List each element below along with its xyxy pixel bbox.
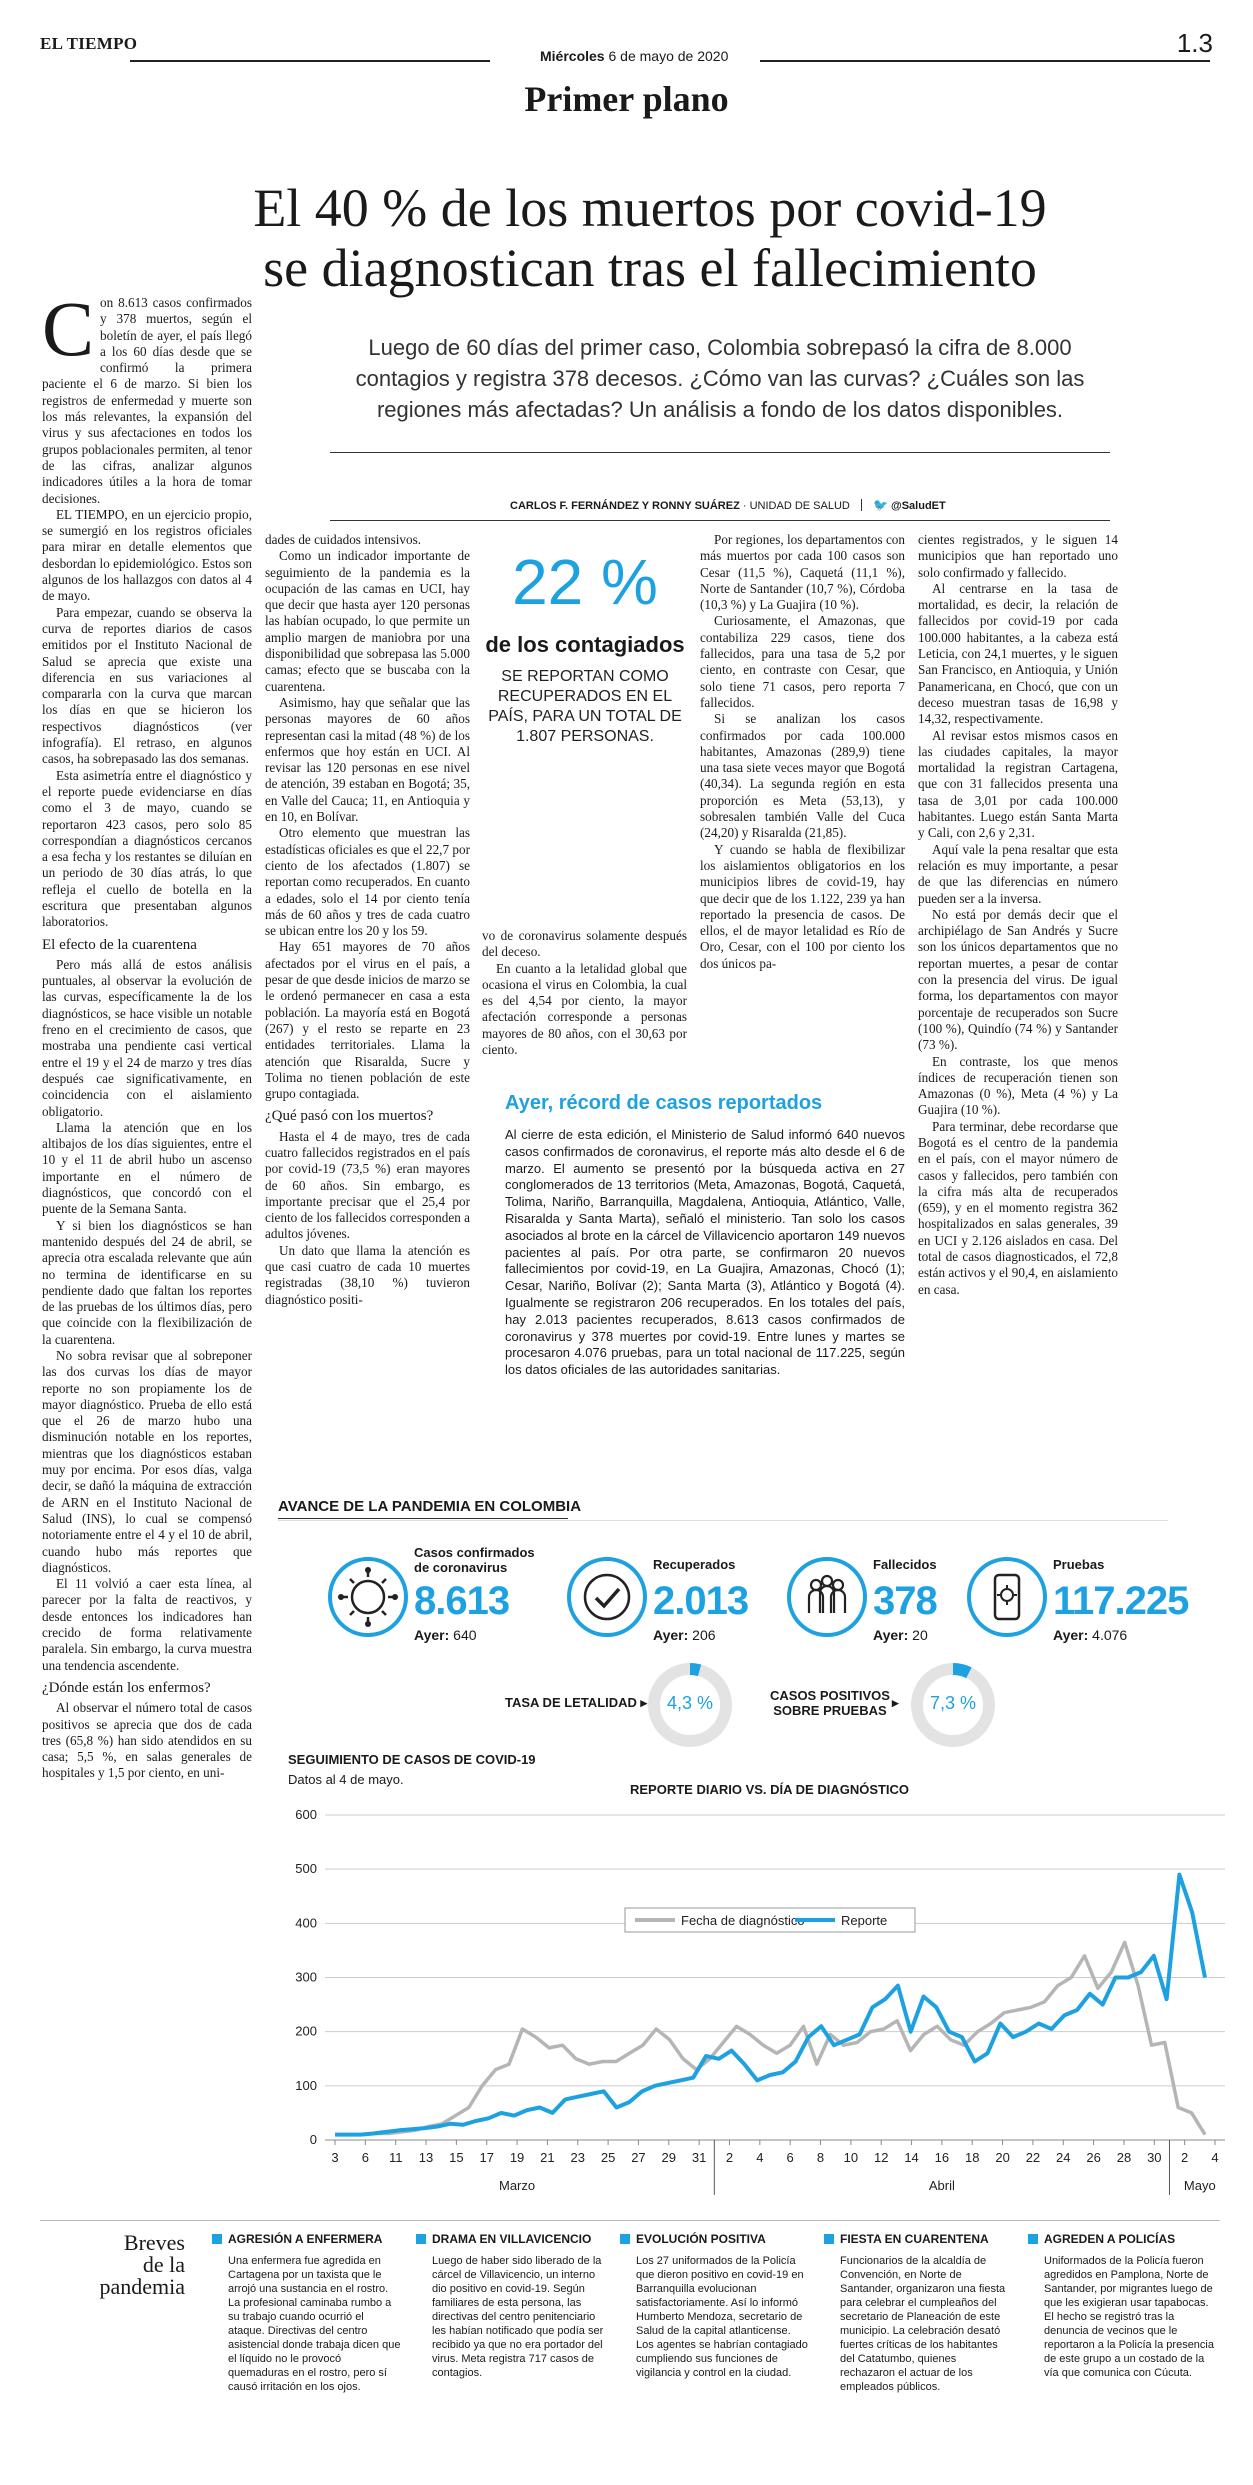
article-column-4: Por regiones, los departamentos con más muertos por cada 100 casos son Cesar (11,5 %), Caquetá (11,1 %), Norte de Santander (10,7 %), Córdoba (10,3 %) y La Guajira (10 %). Curiosamente, el Amazonas, que contabiliza 229 casos, tiene dos fallecidos, para una tasa de 5,2 por ciento, en contraste con Cesar, que solo tiene 71 casos, pero reporta 7 fallecidos. Si se analizan los casos confirmados por cada 100.000 habitantes, Amazonas (289,9) tiene una tasa siete veces mayor que Bogotá (40,34). La segunda región en esta proporción es Meta (53,13), y sobresalen también Valle del Cuca (24,20) y Risaralda (21,85). Y cuando se habla de flexibilizar los aislamientos obligatorios en los municipios libres de covid-19, hay que decir que de los 1.122, 239 ya han reportado la presencia de casos. De ellos, el de mayor letalidad es Río de Oro, Cesar, con el 100 por ciento los dos únicos pa-: [700, 532, 905, 971]
x-tick-label: 24: [1056, 2150, 1071, 2165]
brief-item: DRAMA EN VILLAVICENCIO Luego de haber sido liberado de la cárcel de Villavicencio, un interno dio positivo en covid-19. Según familiares de esta persona, las directivas del centro penitenciario les habían notificado que podía ser recibido ya que no era portador del virus. Meta registra 717 casos de contagios.: [416, 2232, 606, 2394]
y-tick-label: 600: [295, 1807, 317, 1822]
legend-label: Reporte: [841, 1913, 888, 1928]
chart-subtitle: Datos al 4 de mayo.: [288, 1772, 404, 1787]
x-tick-label: 13: [418, 2150, 434, 2165]
x-tick-label: 4: [1211, 2150, 1219, 2165]
x-tick-label: 26: [1086, 2150, 1101, 2165]
highlight-stat: [485, 545, 685, 747]
x-tick-label: 15: [449, 2150, 464, 2165]
indicator-cases-value: 8.613: [414, 1579, 510, 1623]
panel-title: AVANCE DE LA PANDEMIA EN COLOMBIA: [278, 1498, 582, 1515]
chart-title: REPORTE DIARIO VS. DÍA DE DIAGNÓSTICO: [630, 1782, 910, 1797]
indicator-recovered-value: 2.013: [653, 1579, 749, 1623]
article-column-5: cientes registrados, y le siguen 14 municipios que han reportado uno solo confirmado y fallecido. Al centrarse en la tasa de mortalidad, es decir, la relación de fallecidos por covid-19 por cada 100.000 habitantes, a la cabeza está Leticia, con 24,1 muertes, y le siguen San Francisco, en Antioquia, y Unión Panamericana, en Chocó, que con un deceso muestran tasas de 16,98 y 14,32, respectivamente. Al revisar estos mismos casos en las ciudades capitales, la mayor mortalidad la registran Cartagena, que con 31 fallecidos presenta una tasa de 3,01 por cada 100.000 habitantes. Luego están Santa Marta y Cali, con 2,6 y 2,31. Aquí vale la pena resaltar que esta relación es muy importante, a pesar de que las diferencias en número pueden ser a la inversa. No está por demás decir que el archipiélago de San Andrés y Sucre son los únicos departamentos que no reportan muertes, a pesar de contar con la presencia del virus. De igual forma, los departamentos con mayor porcentaje de recuperados son Sucre (100 %), Quindío (74 %) y Santander (73 %). En contraste, los que menos índices de recuperación tienen son Amazonas (0 %), Meta (4 %) y La Guajira (10 %). Para terminar, debe recordarse que Bogotá es el centro de la pandemia en el país, con el mayor número de casos y fallecidos, pero también con la cifra más alta de recuperados (659), y en el momento registra 362 hospitalizados en salas generales, 39 en UCI y 2.126 aislados en casa. Del total de casos diagnosticados, el 72,8 están activos y el 90,4, en aislamiento en casa.: [918, 532, 1118, 1297]
indicator-cases-prev: Ayer: 640: [414, 1627, 477, 1643]
x-tick-label: 19: [509, 2150, 525, 2165]
x-tick-label: 27: [631, 2150, 646, 2165]
x-tick-label: 17: [479, 2150, 494, 2165]
byline-rule-bottom: [330, 520, 1110, 521]
rate-positivity-label: CASOS POSITIVOS SOBRE PRUEBAS: [770, 1688, 890, 1718]
x-tick-label: 30: [1147, 2150, 1162, 2165]
breves-title: Breves de la pandemia: [99, 2230, 185, 2299]
headline-line-2: se diagnostican tras el fallecimiento: [263, 238, 1037, 298]
panel-title-rule: [278, 1518, 568, 1519]
square-bullet-icon: [620, 2234, 630, 2244]
indicator-tests-label: Pruebas: [1053, 1557, 1105, 1572]
x-tick-label: 4: [756, 2150, 764, 2165]
x-tick-label: 14: [904, 2150, 919, 2165]
month-label: Abril: [928, 2178, 955, 2193]
indicator-tests-prev: Ayer: 4.076: [1053, 1627, 1128, 1643]
x-tick-label: 20: [995, 2150, 1010, 2165]
x-tick-label: 2: [1181, 2150, 1189, 2165]
subhead: ¿Dónde están los enfermos?: [42, 1679, 211, 1696]
x-tick-label: 16: [934, 2150, 950, 2165]
month-label: Marzo: [499, 2178, 536, 2193]
record-box-text: Al cierre de esta edición, el Ministerio de Salud informó 640 nuevos casos confirmados de coronavirus, el reporte más alto desde el 6 de marzo. El aumento se presentó por la búsqueda activa en 27 conglomerados de 13 territorios (Meta, Amazonas, Bogotá, Caquetá, Tolima, Nariño, Barranquilla, Magdalena, Antioquia, Atlántico, Valle, Risaralda y Santa Marta), señaló el ministerio. Tan solo los casos asociados al brote en la cárcel de Villavicencio aportaron 149 nuevos pacientes al país. Por otra parte, se confirmaron 20 nuevos fallecimientos por covid-19, en La Guajira, Amazonas, Chocó (1); Cesar, Nariño, Bolívar (2); Santa Marta (3), Atlántico y Bogotá (4). Igualmente se registraron 206 recuperados. En los totales del país, hay 2.013 pacientes recuperados, 8.613 casos confirmados de coronavirus y 378 muertes por covid-19. Entre lunes y martes se procesaron 4.076 pruebas, para un total nacional de 117.225, según los datos oficiales de las autoridades sanitarias.: [505, 1127, 905, 1378]
square-bullet-icon: [824, 2234, 834, 2244]
twitter-handle: @SaludET: [890, 500, 946, 512]
headline: [150, 178, 1150, 298]
y-tick-label: 400: [295, 1915, 317, 1931]
x-tick-label: 3: [331, 2150, 339, 2165]
y-tick-label: 300: [295, 1969, 317, 1985]
subhead: El efecto de la cuarentena: [42, 936, 197, 953]
chart-section-title: SEGUIMIENTO DE CASOS DE COVID-19: [288, 1752, 536, 1767]
edition-date: Miércoles 6 de mayo de 2020: [540, 48, 729, 64]
series-line-diagnosis: [335, 1942, 1205, 2134]
x-tick-label: 22: [1025, 2150, 1041, 2165]
people-icon: [785, 1555, 869, 1639]
check-icon: [565, 1555, 649, 1639]
record-box-title: Ayer, récord de casos reportados: [505, 1092, 823, 1114]
x-tick-label: 31: [691, 2150, 707, 2165]
y-tick-label: 100: [295, 2077, 317, 2093]
y-tick-label: 0: [309, 2132, 317, 2147]
section-title: Primer plano: [524, 79, 729, 119]
month-label: Mayo: [1183, 2178, 1216, 2193]
x-tick-label: 2: [725, 2150, 734, 2165]
line-chart: [275, 1795, 1235, 2195]
rate-lethality-label: TASA DE LETALIDAD ▸: [505, 1695, 648, 1710]
brief-item: AGRESIÓN A ENFERMERA Una enfermera fue agredida en Cartagena por un taxista que le arrojó una sustancia en el rostro. La profesional caminaba rumbo a su trabajo cuando ocurrió el ataque. Directivas del centro asistencial donde trabaja dicen que el líquido no le provocó quemaduras en el rostro, pero sí causó irritación en los ojos.: [212, 2232, 402, 2394]
indicator-recovered-prev: Ayer: 206: [653, 1627, 716, 1643]
test-phone-icon: [965, 1555, 1049, 1639]
y-tick-label: 500: [295, 1861, 317, 1877]
page-number: 1.3: [1176, 28, 1213, 58]
x-tick-label: 25: [600, 2150, 616, 2165]
indicator-tests: [965, 1545, 1189, 1643]
indicator-recovered: [565, 1545, 765, 1643]
x-tick-label: 8: [816, 2150, 825, 2165]
indicator-recovered-label: Recuperados: [653, 1557, 736, 1572]
dropcap: C: [42, 285, 95, 372]
indicator-tests-value: 117.225: [1053, 1579, 1189, 1623]
breves-list: [212, 2232, 1222, 2394]
headline-line-1: El 40 % de los muertos por covid-19: [253, 178, 1047, 238]
x-tick-label: 29: [661, 2150, 677, 2165]
masthead-rule-left: [130, 60, 490, 62]
byline-rule-top: [330, 452, 1110, 453]
indicator-deaths-value: 378: [873, 1579, 937, 1623]
highlight-percent: 22 %: [512, 546, 658, 618]
indicator-cases-label: Casos confirmados de coronavirus: [414, 1545, 535, 1575]
x-tick-label: 12: [873, 2150, 889, 2165]
x-tick-label: 11: [388, 2150, 403, 2165]
article-column-2: dades de cuidados intensivos. Como un indicador importante de seguimiento de la pandemia es la ocupación de las camas en UCI, hay que decir que hasta ayer 120 personas las habían ocupado, lo que permite un amplio margen de maniobra por una disponibilidad que sobrepasa las 5.000 camas; efecto que se buscaba con la cuarentena. Asimismo, hay que señalar que las personas mayores de 60 años representan casi la mitad (48 %) de los enfermos que hoy están en UCI. Al revisar las 120 personas en ese nivel de atención, 39 estaban en Bogotá; 35, en Valle del Cauca; 11, en Antioquia y en 10, en Bolívar. Otro elemento que muestran las estadísticas oficiales es que el 22,7 por ciento de los afectados (1.807) se reportan como recuperados. En cuanto a edades, solo el 14 por ciento tenía más de 60 años y tres de cada cuatro se ubican entre los 20 y los 59. Hay 651 mayores de 70 años afectados por el virus en el país, a pesar de que desde inicios de marzo se le ordenó permanecer en casa a esta población. La mayoría está en Bogotá (267) y el resto se reparte en 23 entidades territoriales. Llama la atención que Risaralda, Sucre y Tolima no tienen población de este grupo contagiada. ¿Qué pasó con los muertos? Hasta el 4 de mayo, tres de cada cuatro fallecidos registrados en el país por covid-19 (73,5 %) eran mayores de 60 años. Sin embargo, es importante precisar que el 25,4 por ciento de los fallecidos corresponden a adultos jóvenes. Un dato que llama la atención es que casi cuatro de cada 10 muertes registradas (38,10 %) tuvieron diagnóstico positi-: [265, 532, 470, 1307]
rate-positivity-value: 7,3 %: [929, 1693, 977, 1713]
square-bullet-icon: [212, 2234, 222, 2244]
article-column-1: Con 8.613 casos confirmados y 378 muertos, según el boletín de ayer, el país llegó a los 60 días desde que se confirmó la primera paciente el 6 de marzo. Si bien los registros de enfermedad y muerte son los más relevantes, la expansión del virus y sus afectaciones en todos los grupos poblacionales permiten, al tenor de las cifras, analizar algunos indicadores útiles a la hora de tomar decisiones. EL TIEMPO, en un ejercicio propio, se sumergió en los registros oficiales para mirar en detalle elementos que desbordan lo epidemiológico. Estos son algunos de los hallazgos con datos al 4 de mayo. Para empezar, cuando se observa la curva de reportes diarios de casos emitidos por el Instituto Nacional de Salud se aprecia que existe una diferencia en sus variaciones al compararla con la curva que marcan los días en que se hicieron los respectivos diagnósticos (ver infografía). El retraso, en algunos casos, ha sobrepasado las dos semanas. Esta asimetría entre el diagnóstico y el reporte puede evidenciarse en días como el 3 de mayo, cuando se reportaron 423 casos, pero solo 85 correspondían a diagnósticos cercanos a esa fecha y los restantes se diluían en un periodo de 30 días atrás, lo que refleja el cuello de botella en la escritura que presentaban algunos laboratorios. El efecto de la cuarentena Pero más allá de estos análisis puntuales, al observar la evolución de las curvas, específicamente la de los diagnósticos, se hace visible un notable freno en el crecimiento de casos, que mostraba una pendiente casi vertical entre el 19 y el 24 de marzo y tres días después cae significativamente, en coincidencia con el aislamiento obligatorio. Llama la atención que en los altibajos de los días siguientes, entre el 10 y el 11 de abril hubo un ascenso importante en el número de diagnósticos, que concordó con el puente de la Semana Santa. Y si bien los diagnósticos se han mantenido después del 24 de abril, se aprecia otra escalada relevante que aún no termina de identificarse en su pendiente dado que faltan los reportes de las pruebas de los últimos días, pero que coincide con la flexibilización de la cuarentena. No sobra revisar que al sobreponer las dos curvas los días de mayor reporte no son propiamente los de mayor diagnóstico. Prueba de ello está que el 26 de marzo hubo una disminución notable en los reportes, mientras que los diagnósticos estaban muy por encima. Por esos días, valga decir, se dañó la máquina de extracción de ARN en el Instituto Nacional de Salud (INS), lo cual se compensó notoriamente entre el 4 y el 10 de abril, cuando hubo más reportes que diagnósticos. El 11 volvió a caer esta línea, al parecer por la falta de reactivos, y desde entonces los indicadores han crecido de forma relativamente paralela. Sin embargo, la curva muestra una tendencia ascendente. ¿Dónde están los enfermos? Al observar el número total de casos positivos se aprecia que dos de cada tres (65,8 %) han sido atendidos en su casa; 5,5 %, en salas generales de hospitales y 1,5 por ciento, en uni-: [42, 285, 252, 1781]
indicator-deaths-label: Fallecidos: [873, 1557, 937, 1572]
y-tick-label: 200: [295, 2023, 317, 2039]
legend-label: Fecha de diagnóstico: [681, 1913, 805, 1928]
brief-item: EVOLUCIÓN POSITIVA Los 27 uniformados de la Policía que dieron positivo en covid-19 en Barranquilla evolucionan satisfactoriamente. Así lo informó Humberto Mendoza, secretario de Salud de la capital atlanticense. Los agentes se habrían contagiado cumpliendo sus funciones de vigilancia y control en la ciudad.: [620, 2232, 810, 2394]
indicator-deaths-prev: Ayer: 20: [873, 1627, 928, 1643]
brief-item: AGREDEN A POLICÍAS Uniformados de la Policía fueron agredidos en Pamplona, Norte de Santander, por migrantes luego de que les exigieran usar tapabocas. El hecho se registró tras la denuncia de vecinos que le reportaron a la Policía la presencia de este grupo a un costado de la vía que comunica con Cúcuta.: [1028, 2232, 1218, 2394]
masthead-rule-right: [760, 60, 1210, 62]
x-tick-label: 28: [1116, 2150, 1132, 2165]
highlight-label: de los contagiados: [485, 632, 685, 657]
x-tick-label: 10: [843, 2150, 859, 2165]
highlight-sub: SE REPORTAN COMO RECUPERADOS EN EL PAÍS, PARA UN TOTAL DE 1.807 PERSONAS.: [488, 668, 682, 745]
virus-icon: [326, 1555, 410, 1639]
x-tick-label: 18: [965, 2150, 980, 2165]
record-box: [505, 1092, 905, 1379]
brief-item: FIESTA EN CUARENTENA Funcionarios de la alcaldía de Convención, en Norte de Santander, organizaron una fiesta para celebrar el cumpleaños del secretario de Planeación de este municipio. La celebración desató fuertes críticas de los habitantes del Catatumbo, quienes rechazaron el actuar de los empleados públicos.: [824, 2232, 1014, 2394]
rate-lethality-value: 4,3 %: [666, 1693, 714, 1713]
x-tick-label: 23: [570, 2150, 585, 2165]
square-bullet-icon: [1028, 2234, 1038, 2244]
x-tick-label: 6: [361, 2150, 369, 2165]
x-tick-label: 21: [540, 2150, 555, 2165]
x-tick-label: 6: [786, 2150, 794, 2165]
subhead: ¿Qué pasó con los muertos?: [265, 1108, 434, 1125]
square-bullet-icon: [416, 2234, 426, 2244]
deck: Luego de 60 días del primer caso, Colombia sobrepasó la cifra de 8.000 contagios y registra 378 decesos. ¿Cómo van las curvas? ¿Cuáles son las regiones más afectadas? Un análisis a fondo de los datos disponibles.: [355, 335, 1085, 422]
rate-positivity-arrow: ▸: [892, 1695, 899, 1710]
indicator-cases: [326, 1545, 536, 1643]
breves-rule: [40, 2220, 1220, 2221]
twitter-icon: 🐦: [872, 498, 888, 512]
byline: CARLOS F. FERNÁNDEZ Y RONNY SUÁREZ · UNIDAD DE SALUD 🐦 @SaludET: [510, 498, 946, 512]
indicator-deaths: [785, 1545, 955, 1643]
newspaper-logo: EL TIEMPO: [40, 34, 138, 53]
article-column-3: vo de coronavirus solamente después del deceso. En cuanto a la letalidad global que ocasiona el virus en Colombia, la cual es del 4,54 por ciento, la mayor afectación corresponde a personas mayores de 80 años, con el 30,63 por ciento.: [482, 928, 687, 1058]
